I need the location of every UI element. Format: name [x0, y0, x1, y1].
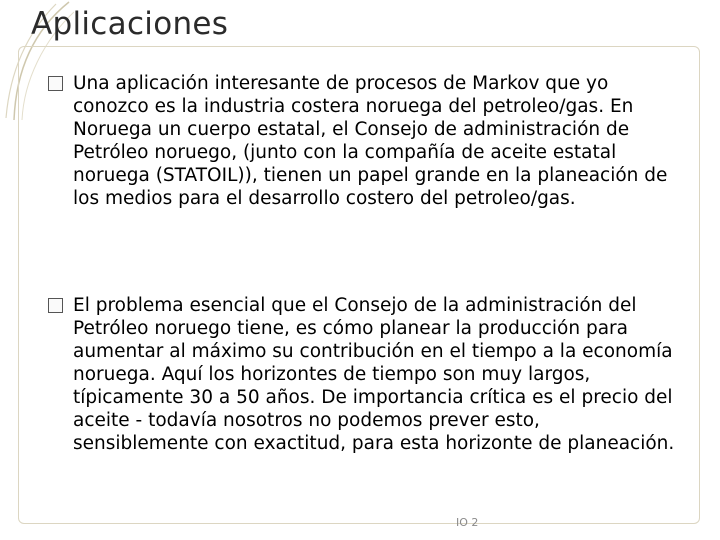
bullet-text: Una aplicación interesante de procesos de Markov que yo conozco es la industria costera noruega del petroleo/gas. En Noruega un cuerpo estatal, el Consejo de administración de Petróleo noruego, (junto con la compañía de aceite estatal noruega (STATOIL)), tienen un papel grande en la planeación de los medios para el desarrollo costero del petroleo/gas.: [73, 73, 668, 209]
box-bullet-icon: [48, 298, 63, 313]
bullet-text: El problema esencial que el Consejo de la administración del Petróleo noruego tiene, es cómo planear la producción para aumentar al máximo su contribución en el tiempo a la economía noruega. Aquí los horizontes de tiempo son muy largos, típicamente 30 a 50 años. De importancia crítica es el precio del aceite - todavía nosotros no podemos prever esto, sensiblemente con exactitud, para esta horizonte de planeación.: [73, 295, 675, 454]
box-bullet-icon: [48, 76, 63, 91]
slide-footer: IO 2: [456, 516, 479, 529]
bullet-item: [48, 294, 678, 455]
slide-title: Aplicaciones: [31, 6, 229, 42]
bullet-item: [48, 72, 678, 210]
